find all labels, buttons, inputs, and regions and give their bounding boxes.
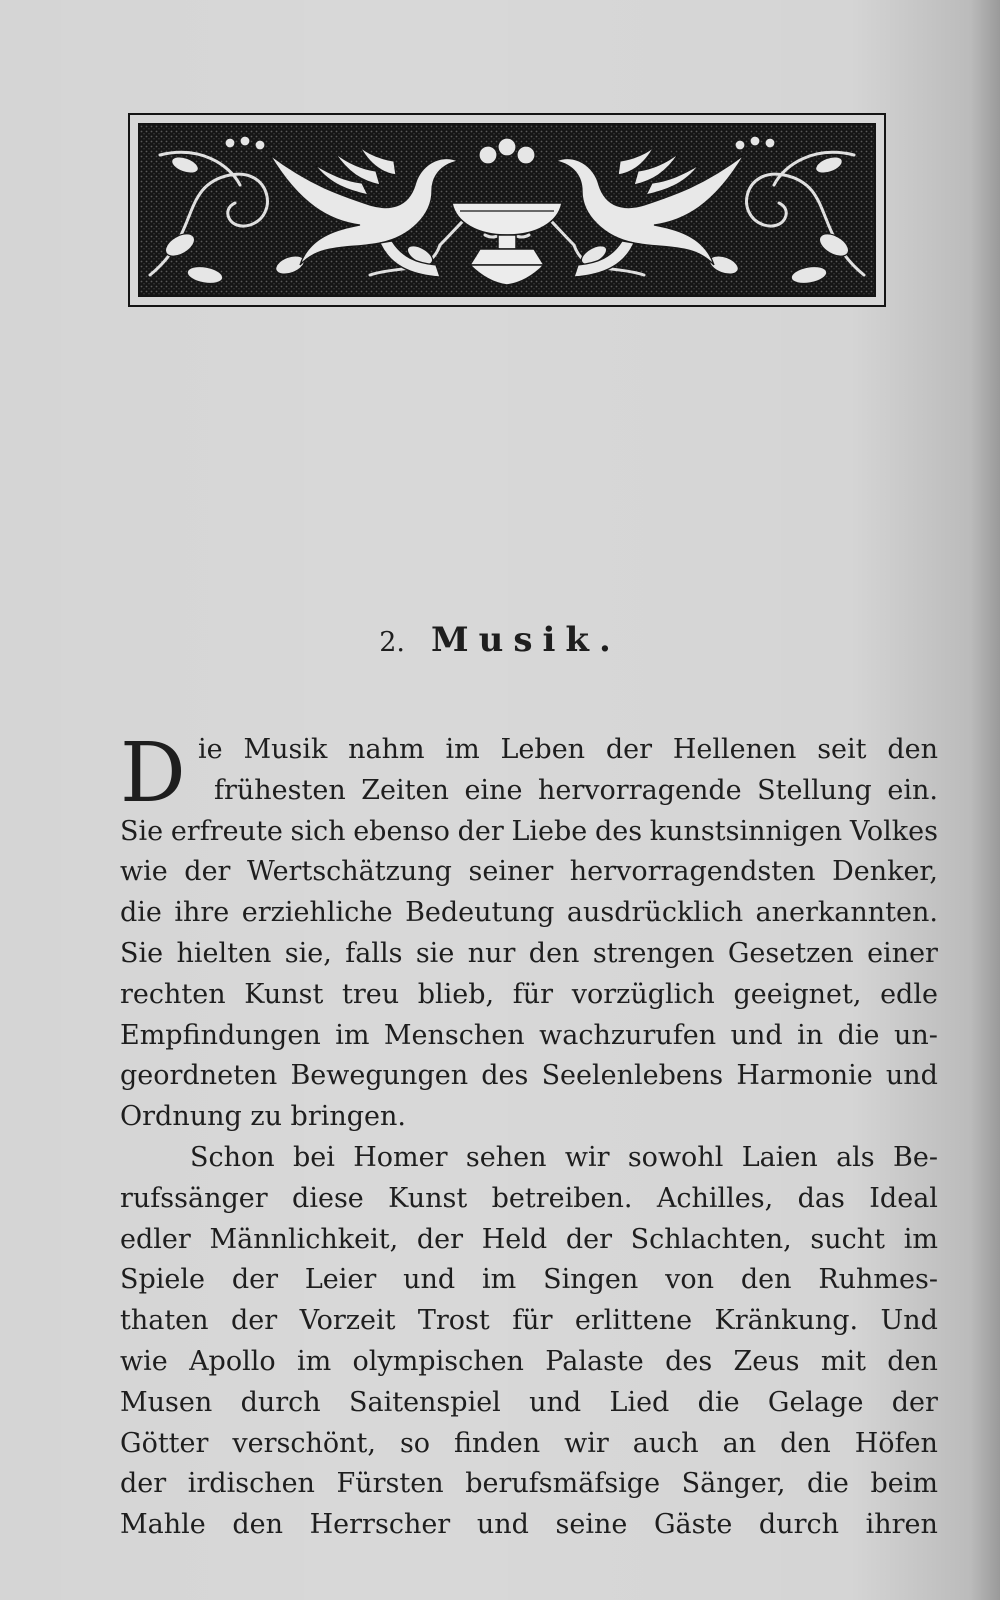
section-heading bbox=[0, 620, 1000, 660]
vignette-griffins-vase-icon bbox=[138, 123, 876, 297]
text-line: die ihre erziehliche Bedeutung ausdrücklich anerkannten. bbox=[120, 897, 938, 929]
text-line: Spiele der Leier und im Singen von den Ruhmes- bbox=[120, 1264, 938, 1296]
text-line: thaten der Vorzeit Trost für erlittene Kränkung. Und bbox=[120, 1305, 938, 1337]
text-line: ie Musik nahm im Leben der Hellenen seit den bbox=[198, 734, 938, 765]
text-line: Sie erfreute sich ebenso der Liebe des kunstsinnigen Volkes bbox=[120, 815, 938, 847]
text-line: wie der Wertschätzung seiner hervorragendsten Denker, bbox=[120, 856, 938, 888]
drop-cap-initial: D bbox=[120, 726, 186, 821]
section-title: Musik. bbox=[430, 620, 621, 660]
text-line: Sie hielten sie, falls sie nur den strengen Gesetzen einer bbox=[120, 937, 938, 969]
text-line: Mahle den Herrscher und seine Gäste durch ihren bbox=[120, 1509, 938, 1541]
text-line: Ordnung zu bringen. bbox=[120, 1101, 407, 1133]
text-line: Empfindungen im Menschen wachzurufen und in die un- bbox=[120, 1019, 938, 1051]
section-number: 2. bbox=[379, 627, 405, 658]
text-line: Schon bei Homer sehen wir sowohl Laien als Be- bbox=[190, 1141, 938, 1173]
ornamental-header-frame bbox=[128, 113, 886, 307]
text-line: frühesten Zeiten eine hervorragende Stellung ein. bbox=[214, 774, 938, 806]
text-line: der irdischen Fürsten berufsmäfsige Sänger, die beim bbox=[120, 1468, 938, 1500]
text-line: wie Apollo im olympischen Palaste des Zeus mit den bbox=[120, 1345, 938, 1377]
text-line: Götter verschönt, so finden wir auch an den Höfen bbox=[120, 1427, 938, 1459]
body-text bbox=[120, 726, 938, 1546]
text-line: rechten Kunst treu blieb, für vorzüglich geeignet, edle bbox=[120, 978, 938, 1010]
text-line: geordneten Bewegungen des Seelenlebens Harmonie und bbox=[120, 1060, 938, 1092]
text-line: rufssänger diese Kunst betreiben. Achilles, das Ideal bbox=[120, 1182, 938, 1214]
text-line: Musen durch Saitenspiel und Lied die Gelage der bbox=[120, 1386, 938, 1418]
text-line: edler Männlichkeit, der Held der Schlachten, sucht im bbox=[120, 1223, 938, 1255]
